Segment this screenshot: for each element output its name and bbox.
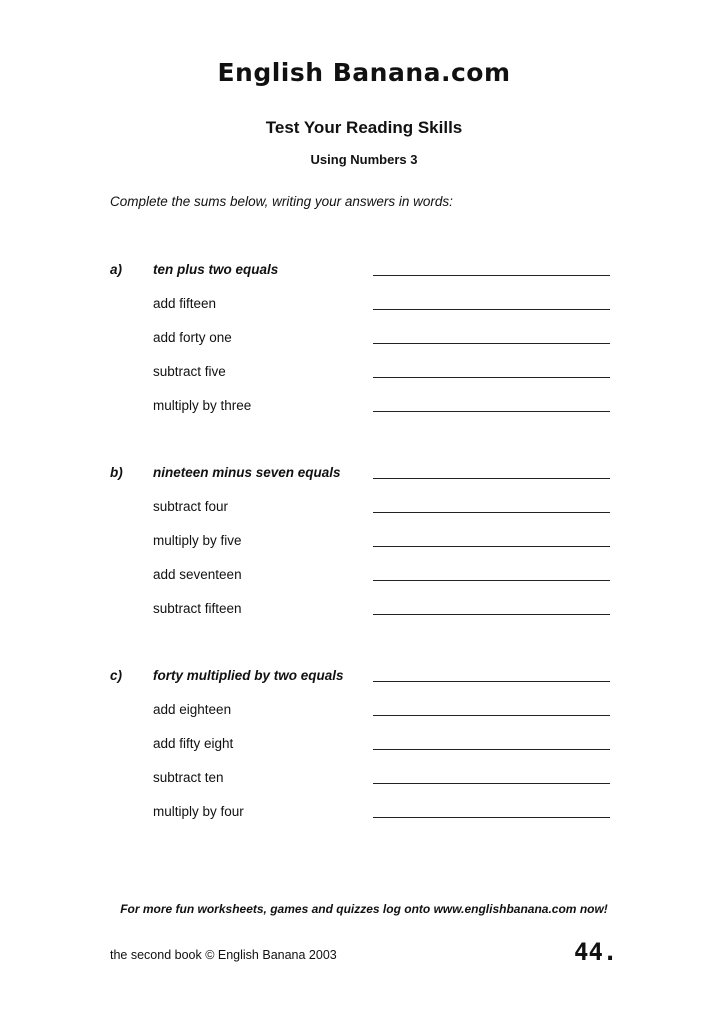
sum-prompt: add eighteen	[153, 702, 232, 717]
instructions: Complete the sums below, writing your answers in words:	[110, 194, 453, 209]
sum-prompt: add fifteen	[153, 296, 217, 311]
sum-prompt: subtract four	[153, 499, 229, 514]
answer-blank[interactable]	[373, 580, 610, 581]
section-letter: b)	[110, 465, 123, 480]
sum-prompt: subtract ten	[153, 770, 224, 785]
section-letter: a)	[110, 262, 123, 277]
sum-prompt: multiply by three	[153, 398, 252, 413]
sum-prompt: subtract five	[153, 364, 226, 379]
answer-blank[interactable]	[373, 275, 610, 276]
answer-blank[interactable]	[373, 309, 610, 310]
answer-blank[interactable]	[373, 377, 610, 378]
sum-prompt: forty multiplied by two equals	[153, 668, 344, 683]
answer-blank[interactable]	[373, 715, 610, 716]
answer-blank[interactable]	[373, 411, 610, 412]
answer-blank[interactable]	[373, 546, 610, 547]
sum-prompt: add fifty eight	[153, 736, 234, 751]
sum-prompt: ten plus two equals	[153, 262, 279, 277]
page-subtitle: Using Numbers 3	[310, 152, 418, 167]
answer-blank[interactable]	[373, 343, 610, 344]
sum-prompt: add seventeen	[153, 567, 242, 582]
answer-blank[interactable]	[373, 512, 610, 513]
answer-blank[interactable]	[373, 614, 610, 615]
sum-prompt: multiply by five	[153, 533, 242, 548]
sum-prompt: add forty one	[153, 330, 232, 345]
answer-blank[interactable]	[373, 681, 610, 682]
footer-copyright: the second book © English Banana 2003	[110, 948, 337, 962]
sum-prompt: multiply by four	[153, 804, 244, 819]
section-letter: c)	[110, 668, 123, 683]
page-number: 44.	[574, 938, 618, 966]
footer-promo-note: For more fun worksheets, games and quizzes log onto www.englishbanana.com now!	[120, 902, 608, 916]
sum-prompt: subtract fifteen	[153, 601, 242, 616]
brand-logo-text: English Banana.com	[217, 58, 511, 87]
answer-blank[interactable]	[373, 817, 610, 818]
answer-blank[interactable]	[373, 478, 610, 479]
sum-prompt: nineteen minus seven equals	[153, 465, 341, 480]
answer-blank[interactable]	[373, 749, 610, 750]
answer-blank[interactable]	[373, 783, 610, 784]
page-title: Test Your Reading Skills	[265, 118, 463, 137]
